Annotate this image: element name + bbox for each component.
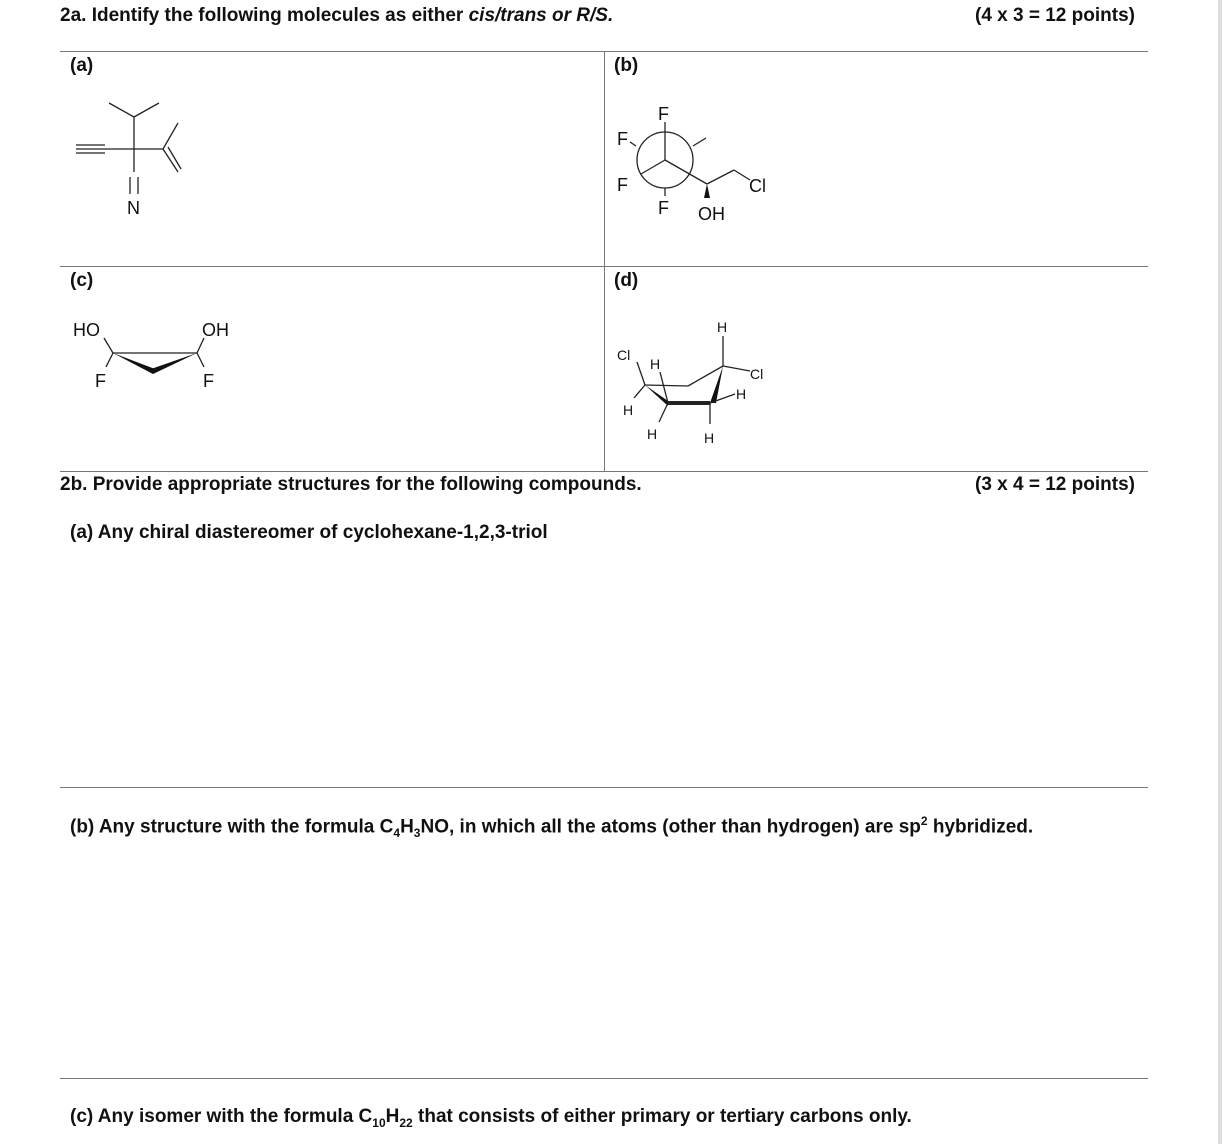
- subscript: 4: [393, 826, 401, 841]
- atom-h: H: [647, 426, 658, 442]
- title-text: 2a. Identify the following molecules as either: [60, 5, 469, 26]
- atom-f: F: [617, 175, 628, 195]
- atom-f: F: [658, 198, 669, 218]
- molecule-c: [73, 320, 229, 391]
- atom-h: H: [736, 386, 747, 402]
- title-italic: cis/trans or R/S.: [468, 5, 614, 26]
- atom-oh: OH: [202, 320, 229, 340]
- scrollbar[interactable]: [1218, 0, 1222, 1144]
- text: that consists of either primary or tertiary carbons only.: [412, 1106, 912, 1127]
- atom-cl: Cl: [617, 347, 631, 363]
- molecule-b: [617, 104, 766, 224]
- atom-cl: Cl: [749, 176, 766, 196]
- question-2b-title: 2b. Provide appropriate structures for the following compounds.: [60, 474, 642, 495]
- divider: [60, 1078, 1148, 1079]
- subscript: 10: [372, 1115, 386, 1130]
- molecule-a: [76, 103, 181, 218]
- atom-f: F: [617, 129, 628, 149]
- superscript: 2: [920, 814, 928, 828]
- text: NO, in which all the atoms (other than hydrogen) are sp: [420, 816, 921, 838]
- atom-h: H: [623, 402, 634, 418]
- subscript: 22: [399, 1115, 413, 1130]
- text: hybridized.: [927, 816, 1034, 838]
- label-c: (c): [70, 270, 94, 291]
- text: H: [400, 816, 414, 838]
- question-2b-c: [70, 1106, 912, 1130]
- label-b: (b): [614, 55, 639, 76]
- atom-cl: Cl: [750, 366, 764, 382]
- question-2b-b: [70, 814, 1033, 840]
- divider: [60, 787, 1148, 788]
- atom-h: H: [650, 356, 661, 372]
- label-a: (a): [70, 55, 94, 76]
- molecule-d: [617, 319, 763, 446]
- atom-h: H: [717, 319, 728, 335]
- question-2a-points: (4 x 3 = 12 points): [975, 5, 1135, 26]
- atom-f: F: [658, 104, 669, 124]
- text: (c) Any isomer with the formula C: [70, 1106, 373, 1127]
- label-d: (d): [614, 270, 639, 291]
- atom-f: F: [203, 371, 214, 391]
- atom-n: N: [127, 198, 140, 218]
- atom-ho: HO: [73, 320, 100, 340]
- question-2b-points: (3 x 4 = 12 points): [975, 474, 1135, 495]
- text: (b) Any structure with the formula C: [70, 816, 394, 838]
- text: H: [385, 1106, 400, 1127]
- atom-h: H: [704, 430, 715, 446]
- subscript: 3: [413, 826, 421, 841]
- atom-oh: OH: [698, 204, 725, 224]
- atom-f: F: [95, 371, 106, 391]
- question-2b-a: (a) Any chiral diastereomer of cyclohexane-1,2,3-triol: [70, 522, 548, 543]
